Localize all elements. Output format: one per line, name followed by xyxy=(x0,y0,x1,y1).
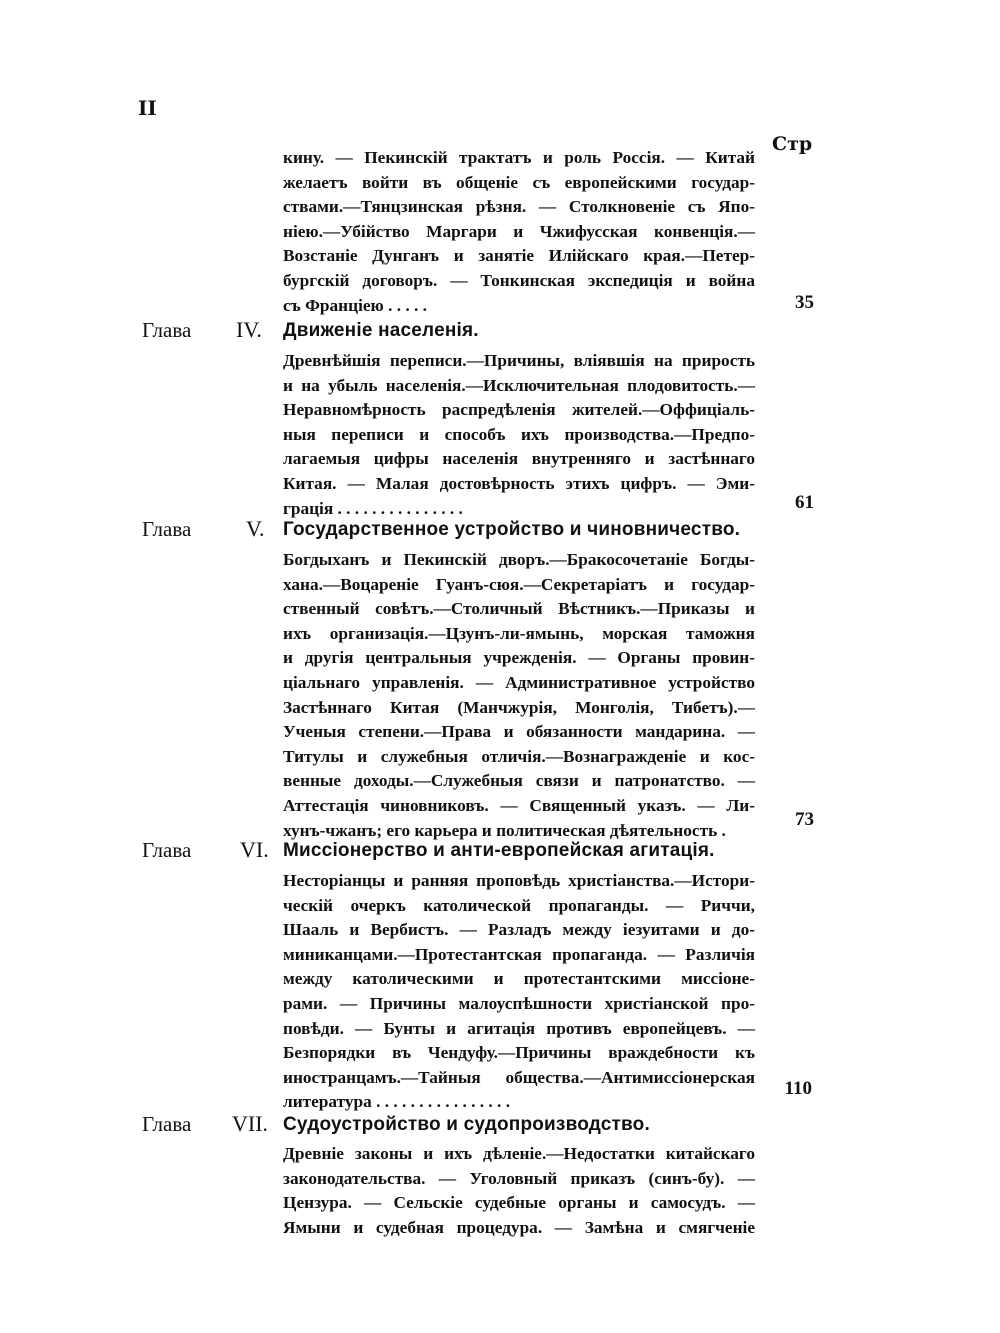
page-reference: 35 xyxy=(795,292,814,313)
chapter-label: Глава xyxy=(142,318,192,342)
entry-description xyxy=(283,349,755,521)
page-reference: 73 xyxy=(795,809,814,830)
chapter-title: Государственное устройство и чиновничество. xyxy=(283,519,741,540)
text-line: Безпорядки въ Чендуфу.—Причины враждебности къ xyxy=(283,1043,755,1063)
text-line: хунъ-чжанъ; его карьера и политическая дѣятельность . xyxy=(283,820,726,840)
page-reference: 61 xyxy=(795,492,814,513)
text-line: Цензура. — Сельскіе судебные органы и самосудъ. — xyxy=(283,1193,755,1213)
entry-description xyxy=(283,1142,755,1240)
chapter-title: Судоустройство и судопроизводство. xyxy=(283,1114,650,1135)
text-line: Богдыханъ и Пекинскій дворъ.—Бракосочетаніе Богды- xyxy=(283,550,755,569)
text-line: ихъ организація.—Цзунъ-ли-ямынь, морская таможня xyxy=(283,623,755,643)
chapter-title: Движеніе населенія. xyxy=(283,320,479,341)
text-line: желаетъ войти въ общеніе съ европейскими государ- xyxy=(283,172,755,192)
chapter-label: Глава xyxy=(142,838,192,862)
text-line: Титулы и служебныя отличія.—Вознагражденіе и кос- xyxy=(283,746,755,766)
text-line: ныя переписи и способъ ихъ производства.—Предпо- xyxy=(283,424,755,444)
text-line: Несторіанцы и ранняя проповѣдь христіанства.—Истори- xyxy=(283,871,755,890)
chapter-label: Глава xyxy=(142,517,192,541)
text-line: повѣди. — Бунты и агитація противъ европейцевъ. — xyxy=(283,1018,755,1038)
text-line: литература . . . . . . . . . . . . . . . . xyxy=(283,1092,511,1112)
chapter-label: Глава xyxy=(142,1112,192,1136)
text-line: съ Франціею . . . . . xyxy=(283,295,427,315)
entry-description xyxy=(283,869,755,1115)
text-line: лагаемыя цифры населенія внутренняго и застѣннаго xyxy=(283,449,755,469)
text-line: ствами.—Тянцзинская рѣзня. — Столкновеніе съ Япо- xyxy=(283,197,755,217)
text-line: и на убыль населенія.—Исключительная плодовитость.— xyxy=(283,375,755,395)
page-reference: 110 xyxy=(784,1078,812,1099)
chapter-number: IV. xyxy=(236,317,262,342)
chapter-number: V. xyxy=(246,516,265,541)
text-line: Древніе законы и ихъ дѣленіе.—Недостатки китайскаго xyxy=(283,1144,755,1163)
entry-description xyxy=(283,548,755,843)
text-line: Ямыни и судебная процедура. — Замѣна и смягченіе xyxy=(283,1217,755,1237)
text-line: бургскій договоръ. — Тонкинская экспедиція и война xyxy=(283,270,755,290)
text-line: Неравномѣрность распредѣленія жителей.—Оффиціаль- xyxy=(283,400,755,420)
entry-description xyxy=(283,146,755,318)
chapter-number: VI. xyxy=(240,837,269,862)
text-line: рами. — Причины малоуспѣшности христіанской про- xyxy=(283,993,755,1013)
text-line: Китая. — Малая достовѣрность этихъ цифръ. — Эми- xyxy=(283,473,755,493)
chapter-number: VII. xyxy=(232,1111,269,1136)
page-number: II xyxy=(138,96,157,120)
text-line: ніею.—Убійство Маргари и Чжифусская конвенція.— xyxy=(283,221,755,241)
text-line: хана.—Воцареніе Гуанъ-сюя.—Секретаріатъ и государ- xyxy=(283,574,755,594)
chapter-title: Миссіонерство и анти-европейская агитація. xyxy=(283,840,715,861)
text-line: и другія центральныя учрежденія. — Органы провин- xyxy=(283,648,755,668)
text-line: венные доходы.—Служебныя связи и патронатство. — xyxy=(283,771,755,791)
text-line: миниканцами.—Протестантская пропаганда. — Различія xyxy=(283,944,755,964)
text-line: Шааль и Вербистъ. — Разладъ между іезуитами и до- xyxy=(283,920,755,940)
text-line: законодательства. — Уголовный приказъ (синъ-бу). — xyxy=(283,1168,755,1188)
text-line: между католическими и протестантскими миссіоне- xyxy=(283,969,755,989)
text-line: Древнѣйшія переписи.—Причины, вліявшія на прирость xyxy=(283,351,755,370)
page-column-header: Стр xyxy=(772,133,813,155)
text-line: Возстаніе Дунганъ и занятіе Илійскаго края.—Петер- xyxy=(283,246,755,266)
text-line: Ученыя степени.—Права и обязанности мандарина. — xyxy=(283,722,755,742)
text-line: Аттестація чиновниковъ. — Священный указъ. — Ли- xyxy=(283,795,755,815)
text-line: кину. — Пекинскій трактатъ и роль Россія. — Китай xyxy=(283,148,755,167)
text-line: ственный совѣтъ.—Столичный Вѣстникъ.—Приказы и xyxy=(283,599,755,619)
text-line: Застѣннаго Китая (Манчжурія, Монголія, Тибетъ).— xyxy=(283,697,755,717)
text-line: ческій очеркъ католической пропаганды. — Риччи, xyxy=(283,895,755,915)
text-line: ціальнаго управленія. — Административное устройство xyxy=(283,672,755,692)
text-line: грація . . . . . . . . . . . . . . . xyxy=(283,498,463,518)
text-line: иностранцамъ.—Тайныя общества.—Антимиссіонерская xyxy=(283,1067,755,1087)
